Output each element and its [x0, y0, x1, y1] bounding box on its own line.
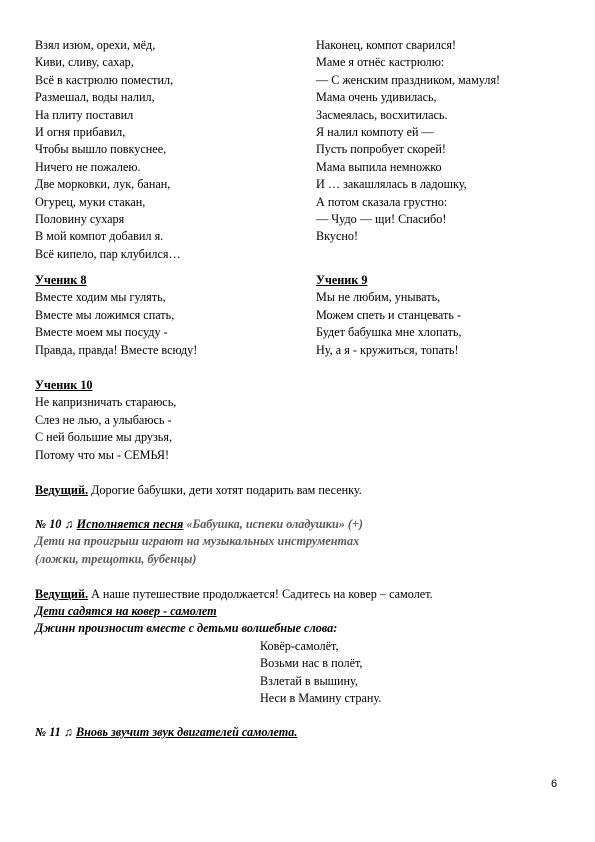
- poem-line: Огурец, муки стакан,: [35, 194, 146, 209]
- poem-line: — С женским праздником, мамуля!: [316, 72, 501, 87]
- poem-line: — Чудо — щи! Спасибо!: [316, 211, 447, 226]
- poem-line: Ну, а я - кружиться, топать!: [316, 342, 459, 357]
- poem-line: Мама очень удивилась,: [316, 90, 437, 105]
- poem-line: Вместе мы ложимся спать,: [35, 307, 175, 322]
- poem-line: На плиту поставил: [35, 107, 134, 122]
- poem-line: С ней большие мы друзья,: [35, 430, 173, 445]
- poem-line: И … закашлялась в ладошку,: [316, 177, 467, 192]
- stage-directions: [35, 603, 337, 638]
- poem-line: А потом сказала грустно:: [316, 194, 448, 209]
- poem-line: Будет бабушка мне хлопать,: [316, 325, 462, 340]
- student-heading: Ученик 8: [35, 273, 87, 287]
- student-9-block: [316, 272, 462, 359]
- poem-line: Возьми нас в полёт,: [260, 656, 363, 671]
- poem-line: Наконец, компот сварился!: [316, 38, 457, 52]
- performed-label: Исполняется песня: [76, 517, 184, 531]
- left-poem: [35, 37, 181, 263]
- poem-line: Ковёр-самолёт,: [260, 639, 339, 653]
- song-title: «Бабушка, испеки оладушки» (+): [183, 517, 363, 531]
- poem-line: Не капризничать стараюсь,: [35, 395, 177, 410]
- stage-direction: Джинн произносит вместе с детьми волшебные слова:: [35, 621, 338, 636]
- poem-line: Взял изюм, орехи, мёд,: [35, 38, 156, 52]
- right-poem: [316, 37, 500, 246]
- host-text: Дорогие бабушки, дети хотят подарить вам песенку.: [88, 483, 362, 497]
- poem-line: Вместе моем мы посуду -: [35, 325, 168, 340]
- stage-direction: Дети на проигрыш играют на музыкальных инструментах: [35, 534, 360, 549]
- poem-line: Ничего не пожалею.: [35, 159, 141, 174]
- poem-line: Половину сухаря: [35, 211, 125, 226]
- item-number: № 10 ♫: [35, 517, 77, 531]
- stage-direction: (ложки, трещотки, бубенцы): [35, 551, 197, 566]
- host-text: А наше путешествие продолжается! Садитесь на ковер – самолет.: [88, 587, 433, 601]
- number-11-block: [35, 724, 297, 741]
- poem-line: И огня прибавил,: [35, 124, 126, 139]
- poem-line: Мы не любим, унывать,: [316, 290, 441, 305]
- poem-line: Потому что мы - СЕМЬЯ!: [35, 447, 170, 462]
- poem-line: Киви, сливу, сахар,: [35, 55, 134, 70]
- poem-line: Всё в кастрюлю поместил,: [35, 72, 174, 87]
- poem-line: Две морковки, лук, банан,: [35, 177, 171, 192]
- item-number: № 11 ♫: [35, 725, 76, 739]
- poem-line: Правда, правда! Вместе всюду!: [35, 342, 198, 357]
- poem-line: Вкусно!: [316, 229, 359, 244]
- poem-line: Можем спеть и станцевать -: [316, 307, 462, 322]
- poem-line: Вместе ходим мы гулять,: [35, 290, 166, 305]
- poem-line: Я налил компоту ей —: [316, 124, 434, 139]
- host-remark: [35, 482, 362, 499]
- poem-line: Пусть попробует скорей!: [316, 142, 446, 157]
- poem-line: Неси в Мамину страну.: [260, 691, 382, 706]
- poem-line: Размешал, воды налил,: [35, 90, 155, 105]
- student-heading: Ученик 10: [35, 378, 93, 392]
- poem-line: Всё кипело, пар клубился…: [35, 246, 181, 261]
- poem-line: Слез не лью, а улыбаюсь -: [35, 412, 172, 427]
- host-label: Ведущий.: [35, 587, 89, 601]
- poem-line: Чтобы вышло повкуснее,: [35, 142, 167, 157]
- host-remark: [35, 586, 433, 603]
- poem-line: В мой компот добавил я.: [35, 229, 164, 244]
- stage-direction: Дети садятся на ковер - самолет: [35, 604, 217, 618]
- poem-line: Засмеялась, восхитилась.: [316, 107, 448, 122]
- host-label: Ведущий.: [35, 483, 89, 497]
- poem-line: Взлетай в вышину,: [260, 673, 358, 688]
- student-8-block: [35, 272, 197, 359]
- page-number: 6: [551, 778, 558, 790]
- poem-line: Маме я отнёс кастрюлю:: [316, 55, 445, 70]
- magic-words: [260, 638, 381, 708]
- student-heading: Ученик 9: [316, 273, 368, 287]
- number-10-block: [35, 516, 363, 568]
- stage-direction: Вновь звучит звук двигателей самолета.: [75, 725, 298, 739]
- poem-line: Мама выпила немножко: [316, 159, 442, 174]
- student-10-block: [35, 377, 176, 464]
